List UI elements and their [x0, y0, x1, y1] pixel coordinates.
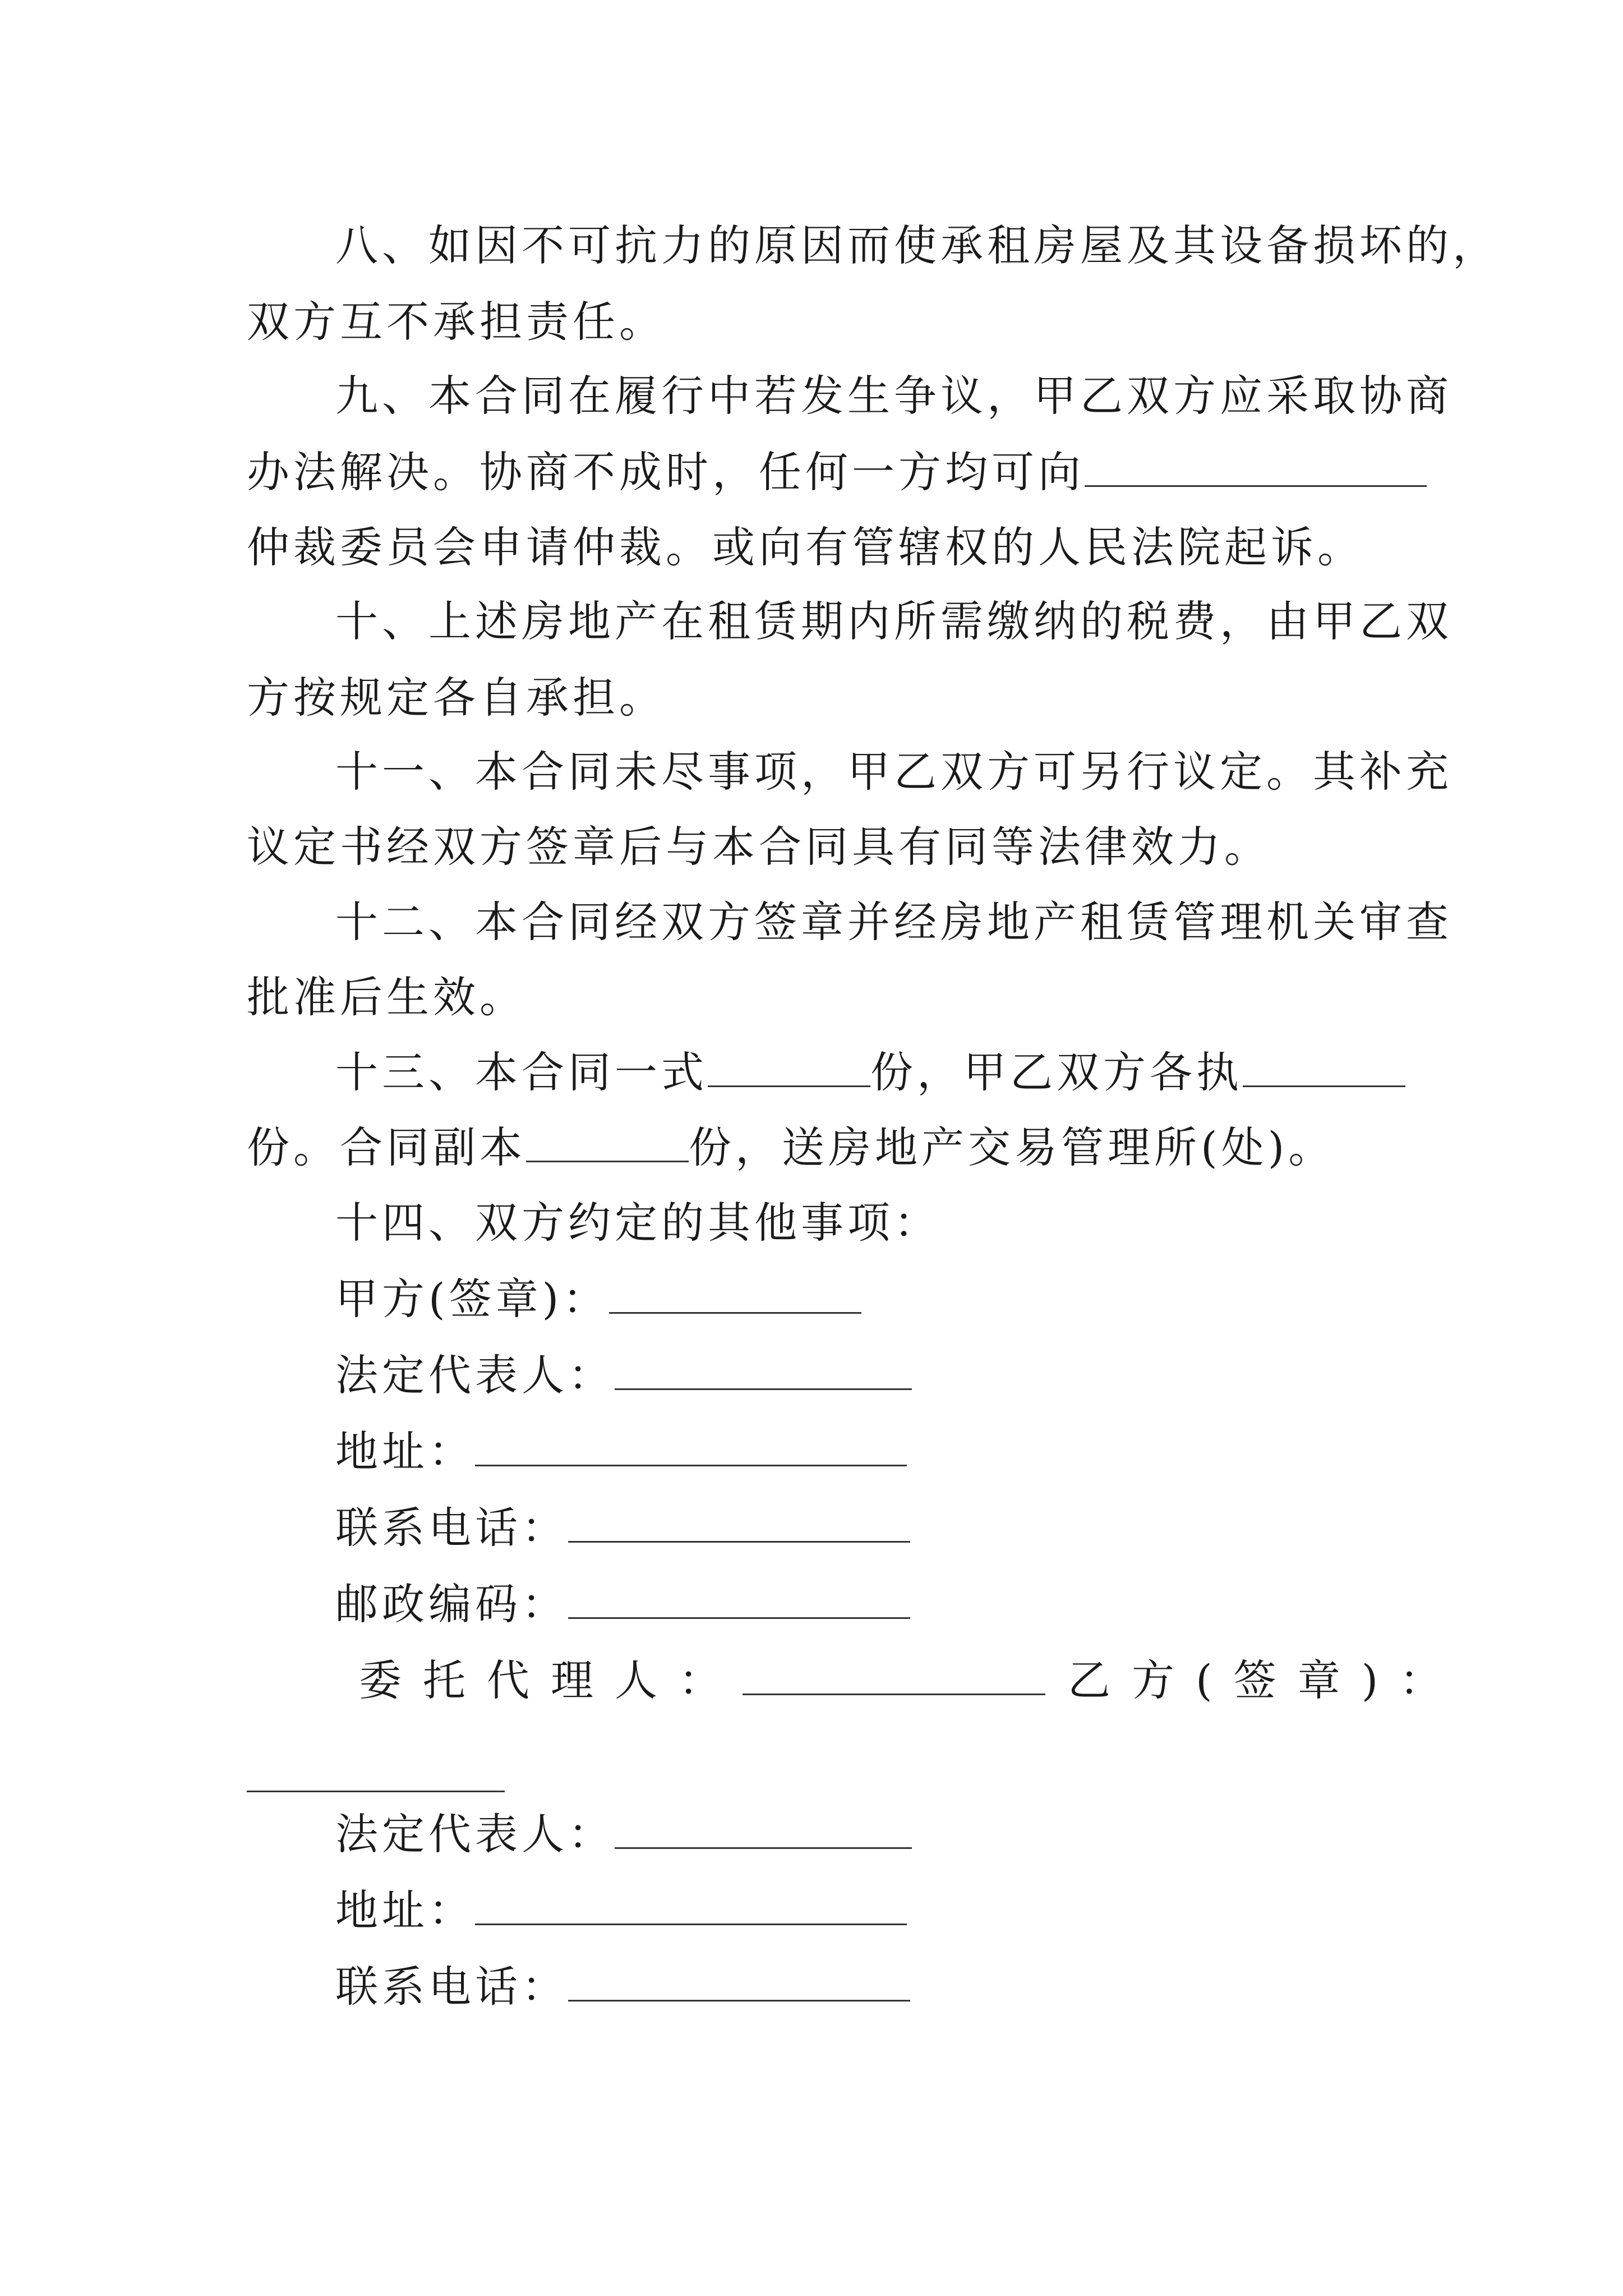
- clause-11-line-1: 十一、本合同未尽事项，甲乙双方可另行议定。其补充: [335, 747, 1453, 797]
- clause-11-line-2: 议定书经双方签章后与本合同具有同等法律效力。: [247, 822, 1271, 872]
- party-a-phone-blank[interactable]: [568, 1502, 910, 1543]
- party-b-phone-row: [335, 1959, 910, 2015]
- clause-12-line-2: 批准后生效。: [247, 972, 526, 1022]
- clause-9-line-2: [247, 444, 1427, 500]
- clause-10-line-2: 方按规定各自承担。: [247, 673, 666, 723]
- party-b-address-blank[interactable]: [475, 1884, 907, 1925]
- copies-duplicate-blank[interactable]: [526, 1121, 689, 1162]
- clause-8-line-1: 八、如因不可抗力的原因而使承租房屋及其设备损坏的，: [335, 220, 1499, 270]
- clause-13-text-d: 份，送房地产交易管理所(处)。: [689, 1122, 1335, 1172]
- party-a-sign-label: 甲方(签章)：: [335, 1274, 610, 1324]
- copies-each-blank[interactable]: [1243, 1046, 1405, 1087]
- clause-13-line-2: [247, 1120, 1335, 1176]
- party-a-address-blank[interactable]: [475, 1425, 907, 1466]
- party-b-rep-blank[interactable]: [615, 1808, 912, 1849]
- clause-9-line-1: 九、本合同在履行中若发生争议，甲乙双方应采取协商: [335, 371, 1453, 421]
- party-a-rep-blank[interactable]: [615, 1349, 912, 1390]
- party-b-address-row: [335, 1883, 907, 1939]
- party-b-phone-blank[interactable]: [568, 1961, 910, 2001]
- copies-total-blank[interactable]: [708, 1046, 870, 1087]
- clause-9-text: 办法解决。协商不成时，任何一方均可向: [247, 447, 1085, 497]
- party-b-rep-row: [335, 1806, 912, 1862]
- clause-8-line-2: 双方互不承担责任。: [247, 297, 666, 347]
- party-b-sign-label: 乙方(签章)：: [1068, 1655, 1464, 1705]
- clause-9-line-3: 仲裁委员会申请仲裁。或向有管辖权的人民法院起诉。: [247, 522, 1364, 572]
- party-a-sign-blank[interactable]: [609, 1273, 861, 1314]
- party-a-rep-label: 法定代表人：: [335, 1350, 615, 1400]
- party-a-phone-label: 联系电话：: [335, 1503, 568, 1553]
- party-a-sign-row: [335, 1271, 861, 1327]
- arbitration-blank[interactable]: [1085, 446, 1427, 487]
- clause-10-line-1: 十、上述房地产在租赁期内所需缴纳的税费，由甲乙双: [335, 596, 1453, 646]
- party-a-rep-row: [335, 1347, 912, 1404]
- clause-12-line-1: 十二、本合同经双方签章并经房地产租赁管理机关审查: [335, 897, 1453, 947]
- agent-row: [359, 1653, 1463, 1709]
- party-a-address-label: 地址：: [335, 1427, 475, 1476]
- party-a-postcode-blank[interactable]: [568, 1578, 910, 1619]
- party-a-postcode-row: [335, 1576, 910, 1632]
- party-a-address-row: [335, 1424, 907, 1480]
- party-a-phone-row: [335, 1500, 910, 1556]
- clause-13-text-c: 份。合同副本: [247, 1122, 526, 1172]
- agent-blank[interactable]: [743, 1654, 1045, 1695]
- clause-13-line-1: [335, 1045, 1405, 1101]
- clause-13-text-a: 十三、本合同一式: [335, 1047, 708, 1097]
- party-b-phone-label: 联系电话：: [335, 1962, 568, 2012]
- party-b-address-label: 地址：: [335, 1885, 475, 1935]
- party-b-rep-label: 法定代表人：: [335, 1809, 615, 1859]
- agent-label: 委托代理人：: [359, 1655, 743, 1705]
- party-a-postcode-label: 邮政编码：: [335, 1579, 568, 1629]
- clause-13-text-b: 份，甲乙双方各执: [870, 1047, 1243, 1097]
- party-b-sign-blank[interactable]: [247, 1791, 505, 1792]
- clause-14: 十四、双方约定的其他事项：: [335, 1198, 940, 1248]
